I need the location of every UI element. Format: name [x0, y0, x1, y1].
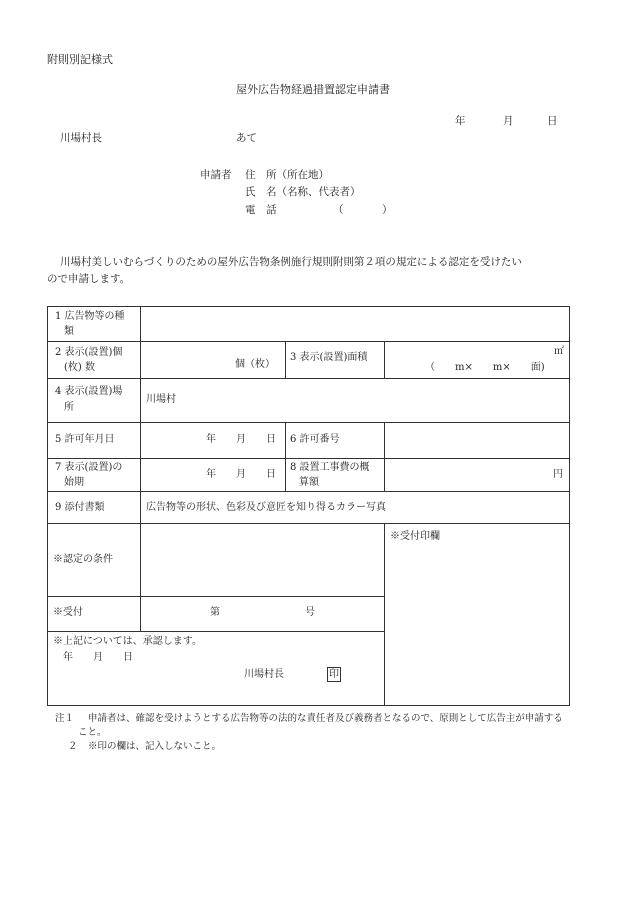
- note2-label: ２: [68, 741, 78, 752]
- row6-label: 9 添付書類: [55, 502, 105, 513]
- phone-paren-close: ）: [382, 204, 393, 216]
- area-detail: （ m× m× 面): [425, 362, 545, 373]
- page-title: 屋外広告物経過措置認定申請書: [236, 83, 390, 96]
- count-unit: 個（枚）: [235, 359, 275, 370]
- row5-label-b: 始期: [64, 477, 84, 488]
- start-date: 年 月 日: [206, 469, 276, 480]
- note1-text-a: 申請者は、確認を受けようとする広告物等の法的な責任者及び義務者となるので、原則として広告主が申請する: [88, 713, 563, 724]
- row3-label-a: 4 表示(設置)場: [55, 386, 123, 397]
- body-text-line1: 川場村美しいむらづくりのための屋外広告物条例施行規則附則第２項の規定による認定を受けたい: [60, 256, 522, 268]
- addressee-honorific: あて: [236, 132, 257, 144]
- attachments-value: 広告物等の形状、色彩及び意匠を知り得るカラー写真: [146, 502, 386, 513]
- approval-note: ※上記については、承認します。: [53, 636, 202, 647]
- seal-mark: 印: [329, 669, 339, 680]
- receipt-stamp-label: ※受付印欄: [390, 531, 440, 542]
- date-year: 年: [455, 115, 466, 127]
- area-unit: ㎡: [554, 346, 564, 357]
- form-label: 附則別記様式: [47, 53, 113, 66]
- row5-label2-b: 算額: [299, 477, 319, 488]
- phone-paren-open: （: [333, 204, 344, 216]
- row2-label3: 3 表示(設置)面積: [290, 352, 368, 363]
- approval-conditions-label: ※認定の条件: [53, 554, 113, 565]
- application-form-table: [47, 306, 570, 706]
- date-month: 月: [503, 115, 514, 127]
- note1-text-b: こと。: [78, 727, 107, 738]
- addressee-name: 川場村長: [60, 132, 102, 144]
- row5-label2-a: 8 設置工事費の概: [290, 462, 370, 473]
- row2-label-b: (枚) 数: [64, 362, 95, 373]
- row3-label-b: 所: [64, 402, 74, 413]
- row1-label-b: 類: [64, 326, 74, 337]
- note2-text: ※印の欄は、記入しないこと。: [88, 741, 222, 752]
- applicant-name-label: 氏 名（名称、代表者）: [245, 186, 361, 198]
- receipt-go: 号: [305, 607, 315, 618]
- applicant-address-label: 住 所（所在地）: [245, 169, 329, 181]
- row4-label: 5 許可年月日: [55, 434, 115, 445]
- row1-label-a: 1 広告物等の種: [55, 311, 125, 322]
- permit-date: 年 月 日: [206, 434, 276, 445]
- ad-type-field[interactable]: [144, 311, 566, 337]
- row2-label-a: 2 表示(設置)個: [55, 347, 123, 358]
- receipt-label: ※受付: [53, 607, 83, 618]
- body-text-line2: ので申請します。: [47, 273, 131, 285]
- note1-label: 注１: [55, 713, 75, 724]
- yen-unit: 円: [553, 469, 563, 480]
- applicant-label: 申請者: [200, 169, 232, 181]
- date-day: 日: [547, 115, 558, 127]
- row5-label-a: 7 表示(設置)の: [55, 462, 123, 473]
- mayor-label: 川場村長: [244, 669, 284, 680]
- location-value: 川場村: [146, 394, 176, 405]
- approval-date: 年 月 日: [63, 652, 133, 663]
- receipt-dai: 第: [210, 607, 220, 618]
- row4-label2: 6 許可番号: [290, 434, 340, 445]
- applicant-phone-label: 電 話: [245, 204, 277, 216]
